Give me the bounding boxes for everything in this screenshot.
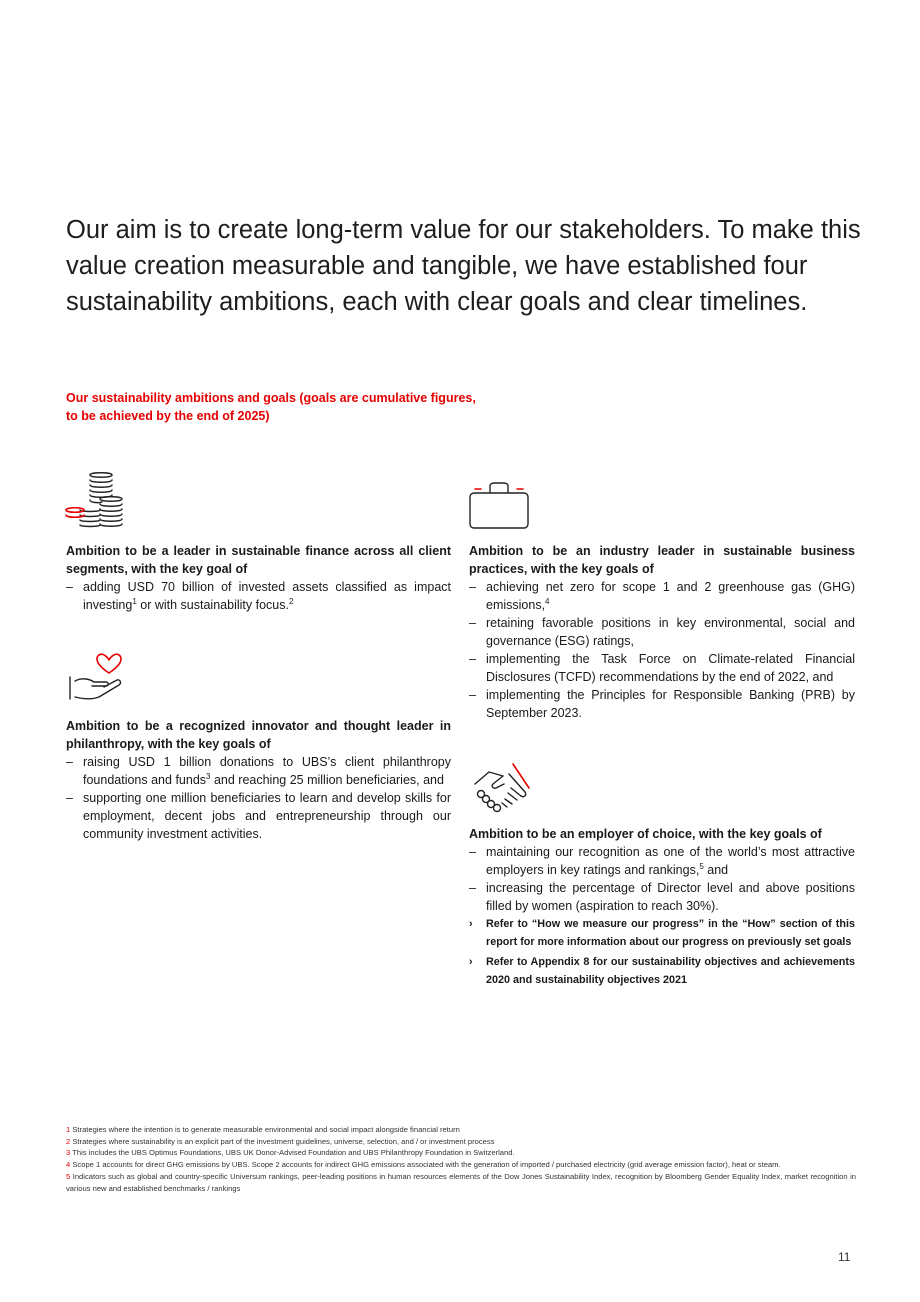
ambition-philanthropy	[66, 717, 451, 843]
goal-item: – retaining favorable positions in key environmental, social and governance (ESG) ratings,	[469, 616, 855, 648]
goal-item: – achieving net zero for scope 1 and 2 greenhouse gas (GHG) emissions,$^4$	[469, 580, 855, 612]
ambition-title: Ambition to be an industry leader in sustainable business practices, with the key goals of	[469, 544, 855, 576]
ambition-title: Ambition to be an employer of choice, with the key goals of	[469, 827, 822, 841]
goal-list	[469, 843, 855, 915]
coins-icon	[64, 467, 130, 529]
goal-item: – adding USD 70 billion of invested assets classified as impact investing$^1$ or with sustainability focus.$^2$	[66, 580, 451, 612]
section-heading: Our sustainability ambitions and goals (goals are cumulative figures, to be achieved by the end of 2025)	[66, 391, 476, 423]
reference-links	[469, 915, 855, 989]
goal-list	[469, 578, 855, 722]
goal-item: – raising USD 1 billion donations to UBS’s client philanthropy foundations and funds$^3$ and reaching 25 million beneficiaries, and	[66, 755, 451, 787]
intro-statement: Our aim is to create long-term value for our stakeholders. To make this value creation measurable and tangible, we have established four sustainability ambitions, each with clear goals and clear timelines.	[66, 216, 861, 316]
goal-item: – increasing the percentage of Director level and above positions filled by women (aspiration to reach 30%).	[469, 881, 855, 913]
ambition-title: Ambition to be a recognized innovator and thought leader in philanthropy, with the key goals of	[66, 719, 451, 751]
ambition-employer-of-choice	[469, 825, 855, 991]
footnote: 5 Indicators such as global and country-specific Universum rankings, peer-leading positions in human resources elements of the Dow Jones Sustainability Index, recognition by Bloomberg Gender Equality Index, market recognition in various new and established benchmarks / rankings	[66, 1171, 856, 1193]
footnotes	[66, 1124, 856, 1194]
page-number: 11	[838, 1250, 851, 1264]
footnote: 1 Strategies where the intention is to generate measurable environmental and social impact alongside financial return	[66, 1125, 460, 1134]
briefcase-icon	[467, 480, 531, 532]
handshake-icon	[469, 760, 535, 816]
goal-item: – supporting one million beneficiaries to learn and develop skills for employment, decent jobs and entrepreneurship through our community investment activities.	[66, 791, 451, 841]
goal-list	[66, 753, 451, 843]
goal-list	[66, 578, 451, 614]
reference-link[interactable]: › Refer to Appendix 8 for our sustainability objectives and achievements 2020 and sustainability objectives 2021	[469, 953, 855, 989]
ambition-sustainable-business	[469, 542, 855, 722]
hand-heart-icon	[64, 651, 134, 707]
goal-item: – implementing the Principles for Responsible Banking (PRB) by September 2023.	[469, 688, 855, 720]
footnote: 4 Scope 1 accounts for direct GHG emissions by UBS. Scope 2 accounts for indirect GHG emissions associated with the generation of imported / purchased electricity (grid average emission factor), heat or steam.	[66, 1160, 781, 1170]
chevron-right-icon: ›	[469, 918, 473, 930]
reference-link[interactable]: › Refer to “How we measure our progress” in the “How” section of this report for more information about our progress on previously set goals	[469, 915, 855, 951]
chevron-right-icon: ›	[469, 956, 473, 968]
goal-item: – implementing the Task Force on Climate-related Financial Disclosures (TCFD) recommendations by the end of 2022, and	[469, 652, 855, 684]
footnote: 2 Strategies where sustainability is an explicit part of the investment guidelines, universe, selection, and / or investment process	[66, 1136, 495, 1146]
goal-item: – maintaining our recognition as one of the world’s most attractive employers in key ratings and rankings,$^5$ and	[469, 845, 855, 877]
ambition-sustainable-finance	[66, 542, 451, 614]
ambition-title: Ambition to be a leader in sustainable finance across all client segments, with the key goal of	[66, 544, 451, 576]
footnote: 3 This includes the UBS Optimus Foundations, UBS UK Donor-Advised Foundation and UBS Philanthropy Foundation in Switzerland.	[66, 1148, 515, 1158]
